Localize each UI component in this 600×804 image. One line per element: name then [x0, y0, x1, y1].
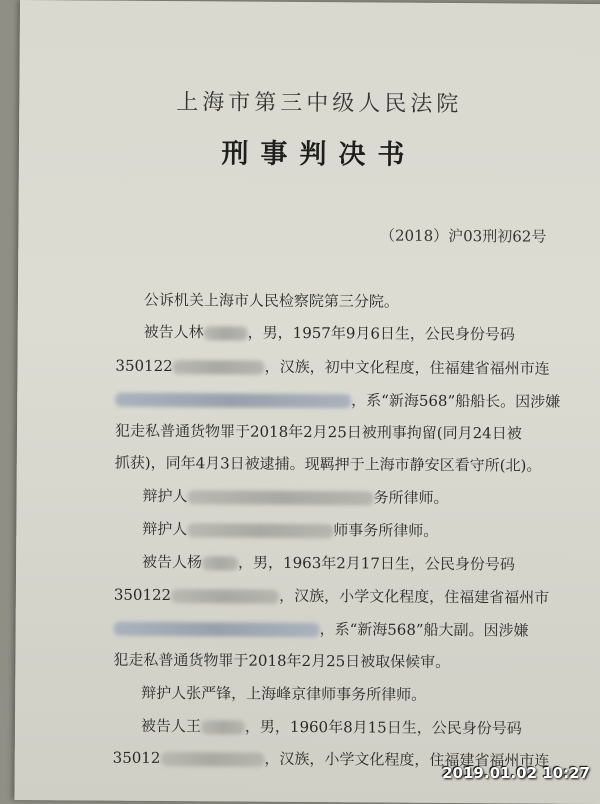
line-text: 辩护人 [142, 487, 187, 505]
line-text: ，男，1957年9月6日生，公民身份号码 [248, 324, 515, 344]
redacted-text [173, 360, 265, 375]
redacted-text [201, 720, 245, 734]
line-text: 犯走私普通货物罪于2018年2月25日被刑事拘留(同月24日被 [115, 422, 522, 443]
line-text: ，汉族，初中文化程度，住福建省福州市连 [265, 358, 550, 378]
line-text: 犯走私普通货物罪于2018年2月25日被取保候审。 [113, 651, 450, 671]
document-title: 刑事判决书 [19, 130, 600, 173]
body-line [115, 388, 555, 413]
body-line [115, 355, 555, 380]
line-text: ，系“新海568”船船长。因涉嫌 [351, 391, 560, 410]
redacted-text [115, 393, 351, 409]
redacted-text [202, 556, 238, 570]
line-text: 350122 [114, 586, 171, 604]
line-text: 350122 [115, 357, 172, 375]
court-name: 上海市第三中级人民法院 [19, 84, 600, 119]
line-text: ，汉族，小学文化程度，住福建省福州市 [279, 587, 549, 607]
redacted-text [187, 523, 333, 538]
redacted-text [187, 490, 373, 505]
body-line [142, 485, 582, 510]
line-text: ，男，1963年2月17日生，公民身份号码 [238, 554, 515, 574]
body-line [114, 584, 554, 609]
body-line [113, 649, 553, 674]
line-text: 辩护人张严锋，上海峰京律师事务所律师。 [141, 684, 426, 704]
line-text: 务所律师。 [373, 488, 448, 507]
redacted-text [204, 326, 248, 340]
line-text: 35012 [113, 749, 161, 767]
photo-timestamp: 2019.01.02 10:27 [442, 764, 590, 782]
line-text: 辩护人 [142, 520, 187, 538]
body-line [115, 452, 555, 477]
body-line [141, 682, 581, 707]
line-text: 被告人林 [144, 323, 204, 341]
body-line [114, 617, 554, 642]
body-line [142, 551, 582, 576]
line-text: 被告人王 [141, 717, 201, 735]
body-line [144, 289, 584, 314]
body-line [144, 321, 584, 346]
line-text: 被告人杨 [142, 553, 202, 571]
redacted-text [171, 589, 279, 604]
paper-sheet [14, 0, 600, 804]
redacted-text [160, 752, 264, 767]
body-line [142, 518, 582, 543]
line-text: ，男，1960年8月15日生，公民身份号码 [245, 718, 522, 738]
line-text: ，汉族，小学文化程度，住福建省福州市连 [264, 750, 549, 770]
redacted-text [114, 622, 320, 637]
line-text: ，系“新海568”船大副。因涉嫌 [320, 620, 529, 639]
line-text: 公诉机关上海市人民检察院第三分院。 [144, 291, 399, 311]
judgment-page [14, 0, 600, 804]
line-text: 师事务所律师。 [333, 521, 438, 540]
line-text: 抓获)，同年4月3日被逮捕。现羁押于上海市静安区看守所(北)。 [115, 454, 542, 475]
body-line [141, 715, 581, 740]
case-number: （2018）沪03刑初62号 [380, 225, 547, 247]
body-line [115, 420, 555, 445]
